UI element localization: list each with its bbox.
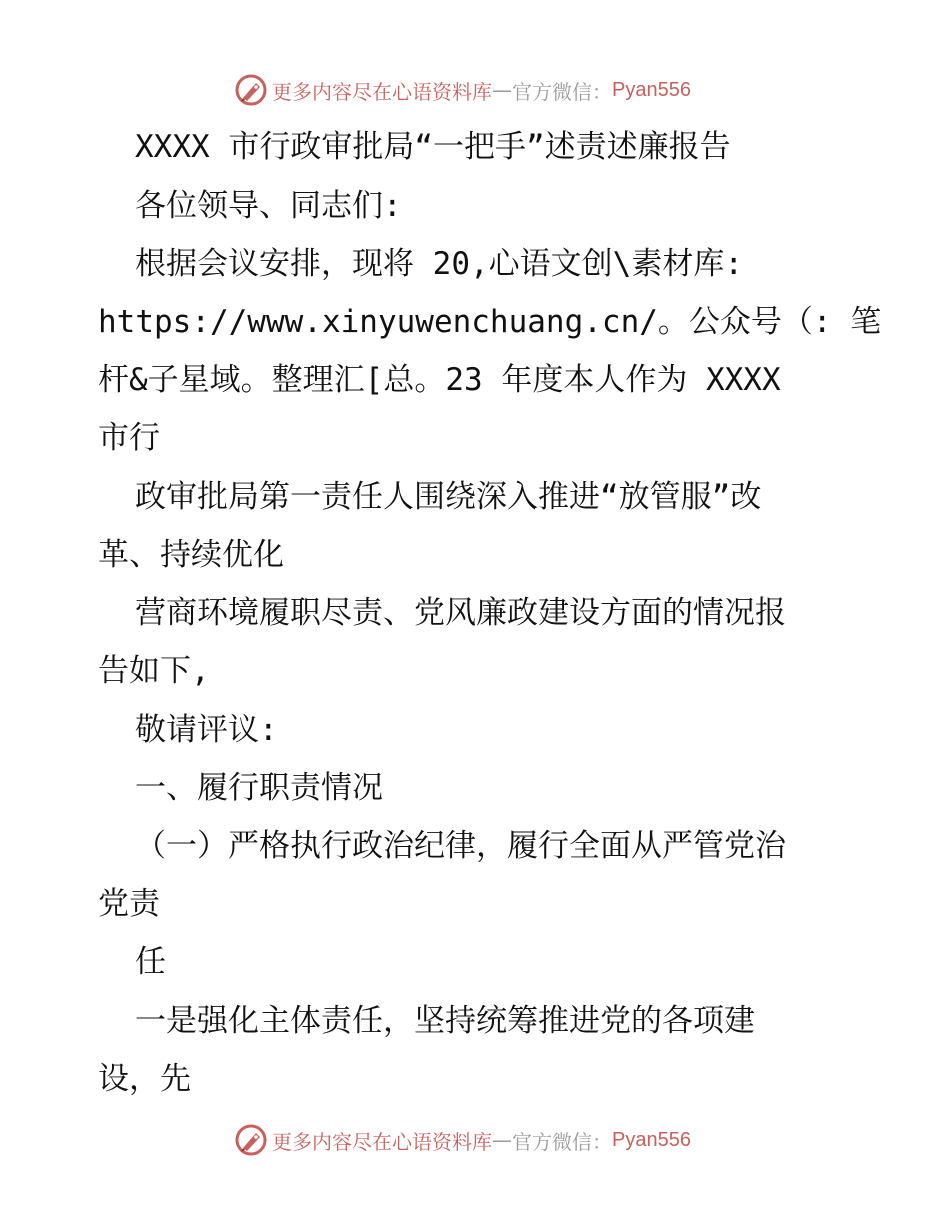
footer-watermark [234, 1122, 691, 1158]
paragraph-line: 革、持续优化 [98, 537, 284, 573]
pen-nib-logo-icon [234, 1123, 268, 1157]
paragraph-line: 杆&子星域。整理汇[总。23 年度本人作为 XXXX [98, 362, 781, 398]
paragraph-line: 党责 [98, 886, 160, 922]
watermark-text: 更多内容尽在心语资料库 [272, 1129, 492, 1154]
watermark-separator: — [492, 1128, 512, 1152]
watermark-official-label: 官方微信： [512, 1129, 612, 1154]
section-heading: 一、履行职责情况 [135, 770, 383, 806]
paragraph-line: 告如下, [98, 653, 210, 689]
watermark-official-label: 官方微信： [512, 79, 612, 104]
paragraph-line: 根据会议安排，现将 20,心语文创\素材库: [135, 246, 743, 282]
paragraph-line: 敬请评议: [135, 712, 278, 748]
salutation: 各位领导、同志们: [135, 188, 402, 224]
paragraph-line: https://www.xinyuwenchuang.cn/。公众号（: 笔 [98, 304, 882, 340]
watermark-wechat-id: Pyan556 [612, 78, 691, 101]
paragraph-line: 一是强化主体责任，坚持统筹推进党的各项建 [135, 1003, 755, 1039]
paragraph-line: 设，先 [98, 1061, 191, 1097]
header-watermark [234, 72, 691, 108]
subsection-heading: （一）严格执行政治纪律，履行全面从严管党治 [135, 828, 786, 864]
paragraph-line: 任 [135, 944, 166, 980]
watermark-text: 更多内容尽在心语资料库 [272, 79, 492, 104]
paragraph-line: 政审批局第一责任人围绕深入推进“放管服”改 [135, 479, 762, 515]
paragraph-line: 市行 [98, 420, 160, 456]
watermark-wechat-id: Pyan556 [612, 1128, 691, 1151]
watermark-separator: — [492, 78, 512, 102]
document-title: XXXX 市行政审批局“一把手”述责述廉报告 [135, 129, 731, 165]
pen-nib-logo-icon [234, 73, 268, 107]
paragraph-line: 营商环境履职尽责、党风廉政建设方面的情况报 [135, 595, 786, 631]
